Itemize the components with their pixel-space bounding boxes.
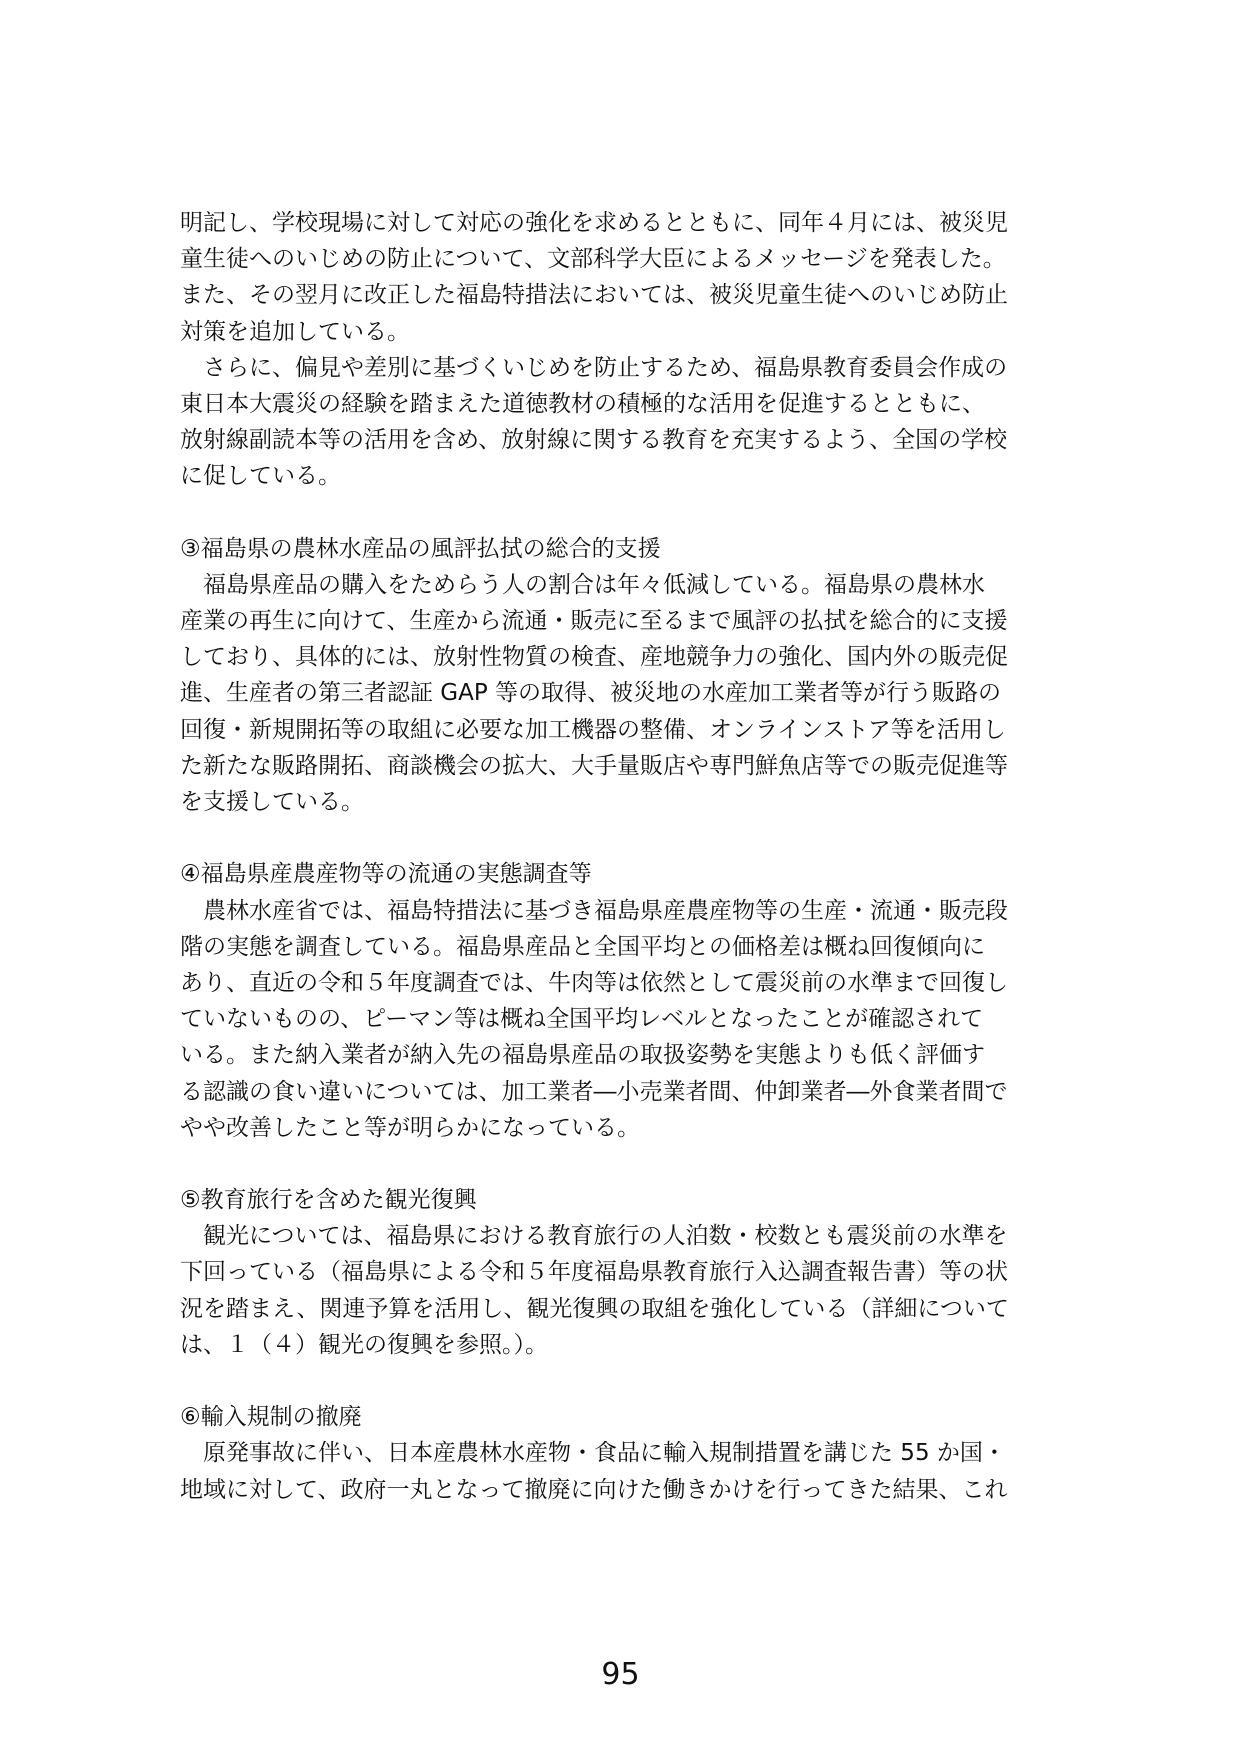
- text-line: を支援している。: [180, 789, 364, 815]
- text-line: また、その翌月に改正した福島特措法においては、被災児童生徒へのいじめ防止: [180, 282, 1008, 309]
- text-line: 地域に対して、政府一丸となって撤廃に向けた働きかけを行ってきた結果、これ: [180, 1476, 1008, 1503]
- text-line: 福島県産品の購入をためらう人の割合は年々低減している。福島県の農林水: [180, 571, 985, 598]
- text-line: 階の実態を調査している。福島県産品と全国平均との価格差は概ね回復傾向に: [180, 933, 985, 960]
- text-line: 回復・新規開拓等の取組に必要な加工機器の整備、オンラインストア等を活用し: [180, 716, 1006, 743]
- text-line: いる。また納入業者が納入先の福島県産品の取扱姿勢を実態よりも低く評価す: [180, 1042, 985, 1069]
- text-line: 下回っている（福島県による令和５年度福島県教育旅行入込調査報告書）等の状: [180, 1259, 1008, 1286]
- paragraph-intro: [180, 205, 1060, 495]
- section-heading: ⑥輸入規制の撤廃: [180, 1404, 362, 1431]
- text-line: 東日本大震災の経験を踏まえた道徳教材の積極的な活用を促進するとともに、: [180, 390, 985, 417]
- text-line: やや改善したこと等が明らかになっている。: [180, 1114, 640, 1141]
- section-tourism-recovery: [180, 1182, 1060, 1363]
- text-line: 対策を追加している。: [180, 318, 410, 345]
- section-distribution-survey: [180, 856, 1060, 1146]
- paragraph-gap: [180, 820, 1060, 856]
- document-body: [180, 205, 1060, 1508]
- text-line: 農林水産省では、福島特措法に基づき福島県産農産物等の生産・流通・販売段: [180, 897, 1008, 924]
- text-line: 況を踏まえ、関連予算を活用し、観光復興の取組を強化している（詳細について: [180, 1295, 1009, 1322]
- text-line: は、１（４）観光の復興を参照。）。: [180, 1331, 548, 1358]
- text-line: ていないものの、ピーマン等は概ね全国平均レベルとなったことが確認されて: [180, 1006, 984, 1033]
- text-line: 明記し、学校現場に対して対応の強化を求めるとともに、同年４月には、被災児: [180, 210, 1008, 236]
- text-line: しており、具体的には、放射性物質の検査、産地競争力の強化、国内外の販売促: [180, 644, 1008, 671]
- section-heading: ③福島県の農林水産品の風評払拭の総合的支援: [180, 535, 661, 562]
- page-number: 95: [601, 1657, 640, 1692]
- section-heading: ⑤教育旅行を含めた観光復興: [180, 1187, 477, 1214]
- section-import-restrictions: [180, 1399, 1060, 1508]
- text-line: 産業の再生に向けて、生産から流通・販売に至るまで風評の払拭を総合的に支援: [180, 608, 1008, 635]
- text-line: る認識の食い違いについては、加工業者―小売業者間、仲卸業者―外食業者間で: [180, 1078, 1008, 1105]
- text-line: 観光については、福島県における教育旅行の人泊数・校数とも震災前の水準を: [180, 1223, 1008, 1250]
- text-line: 原発事故に伴い、日本産農林水産物・食品に輸入規制措置を講じた 55 か国・: [180, 1440, 1006, 1467]
- paragraph-gap: [180, 1363, 1060, 1399]
- section-heading: ④福島県産農産物等の流通の実態調査等: [180, 861, 592, 888]
- text-line: さらに、偏見や差別に基づくいじめを防止するため、福島県教育委員会作成の: [180, 354, 1008, 381]
- text-line: 童生徒へのいじめの防止について、文部科学大臣によるメッセージを発表した。: [180, 246, 1006, 273]
- paragraph-gap: [180, 495, 1060, 531]
- text-line: あり、直近の令和５年度調査では、牛肉等は依然として震災前の水準まで回復し: [180, 969, 1008, 996]
- text-line: 進、生産者の第三者認証 GAP 等の取得、被災地の水産加工業者等が行う販路の: [180, 680, 1002, 707]
- text-line: た新たな販路開拓、商談機会の拡大、大手量販店や専門鮮魚店等での販売促進等: [180, 752, 1008, 779]
- text-line: に促している。: [180, 463, 341, 490]
- section-fukushima-products: [180, 531, 1060, 821]
- paragraph-gap: [180, 1146, 1060, 1182]
- text-line: 放射線副読本等の活用を含め、放射線に関する教育を充実するよう、全国の学校: [180, 427, 1008, 454]
